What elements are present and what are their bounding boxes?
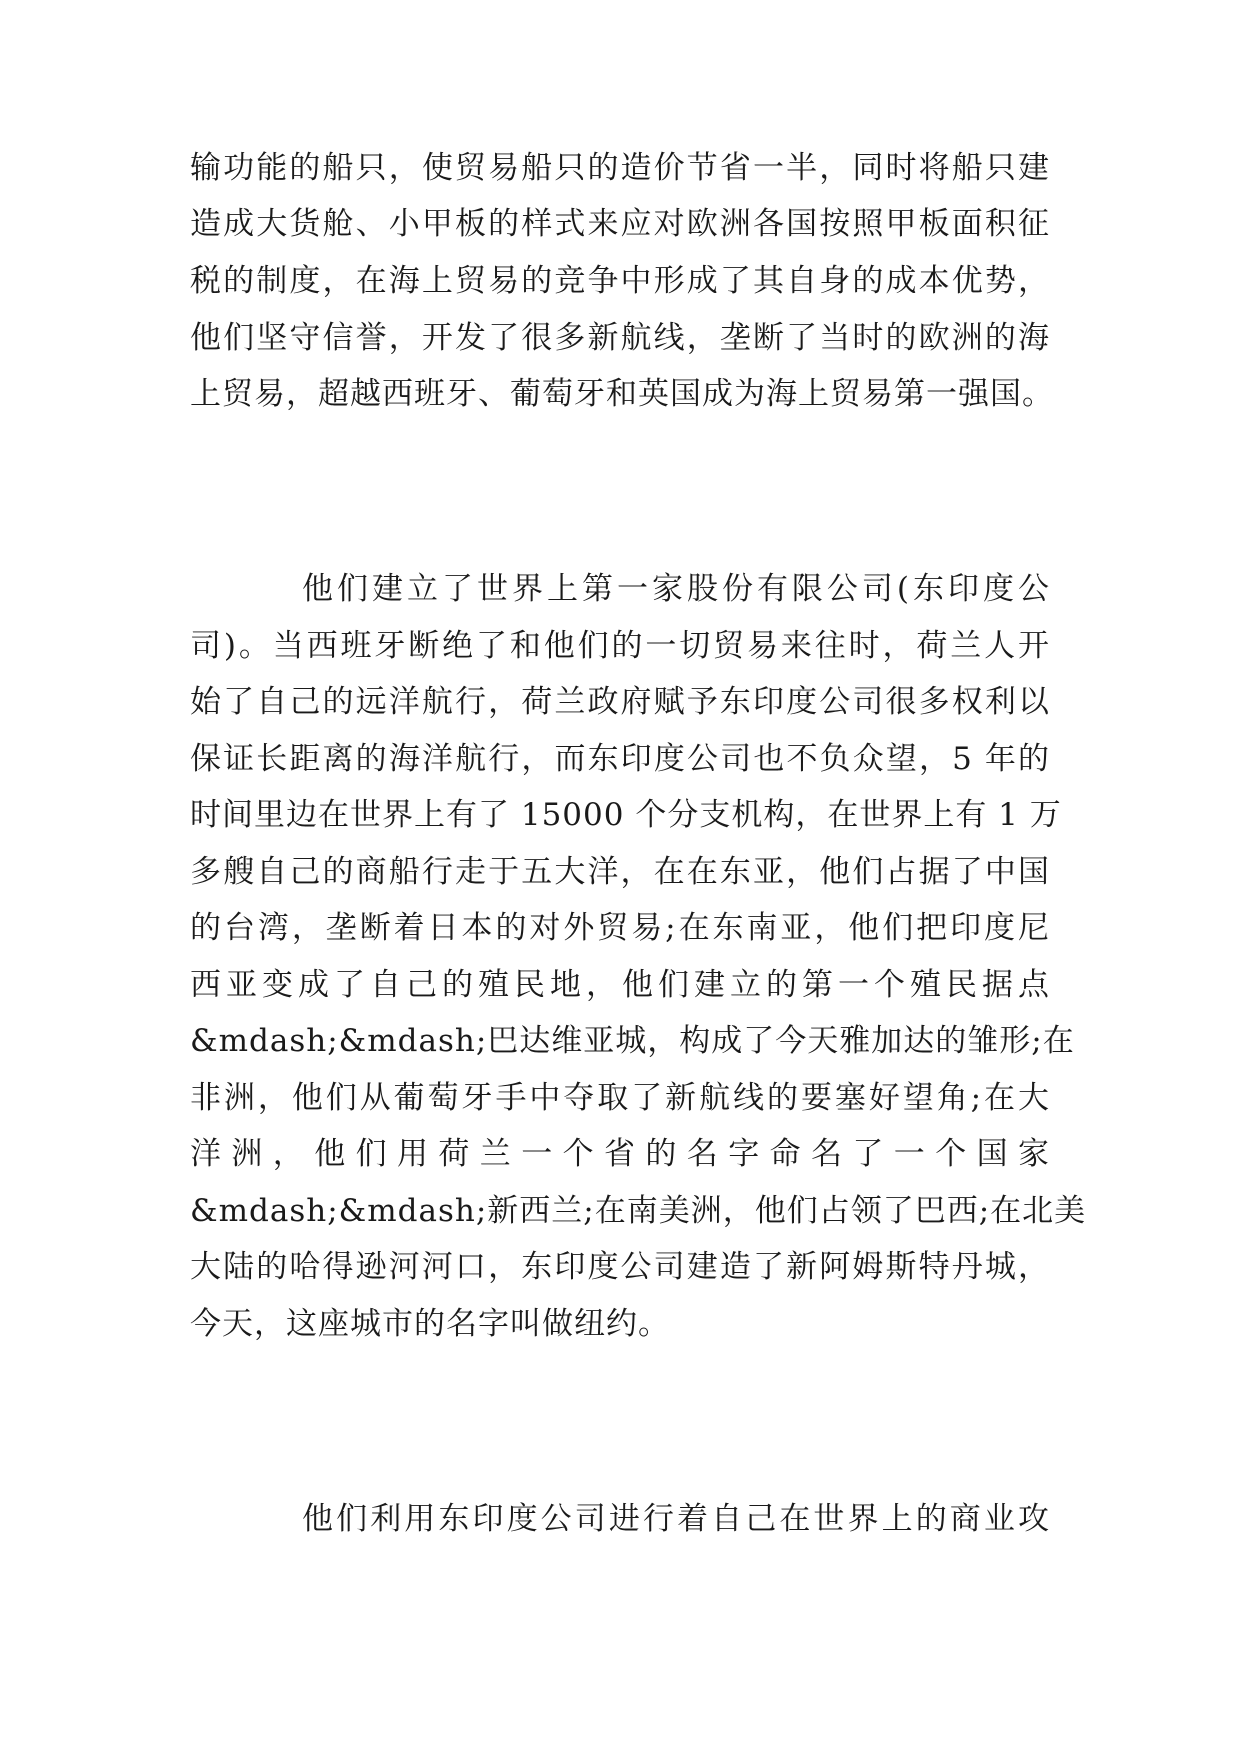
paragraph-2-line-7: 的台湾，垄断着日本的对外贸易;在东南亚，他们把印度尼 (190, 910, 1050, 946)
paragraph-2-line-12: &mdash;&mdash;新西兰;在南美洲，他们占领了巴西;在北美 (190, 1193, 1087, 1229)
paragraph-1-line-3: 税的制度，在海上贸易的竞争中形成了其自身的成本优势， (190, 263, 1050, 299)
paragraph-2-line-4: 保证长距离的海洋航行，而东印度公司也不负众望，5 年的 (190, 741, 1050, 777)
paragraph-2-line-10: 非洲，他们从葡萄牙手中夺取了新航线的要塞好望角;在大 (190, 1080, 1050, 1116)
paragraph-2-line-5: 时间里边在世界上有了 15000 个分支机构，在世界上有 1 万 (190, 797, 1062, 833)
paragraph-2-line-2: 司)。当西班牙断绝了和他们的一切贸易来往时，荷兰人开 (190, 628, 1050, 664)
paragraph-2-line-3: 始了自己的远洋航行，荷兰政府赋予东印度公司很多权利以 (190, 684, 1050, 720)
paragraph-1-line-5: 上贸易，超越西班牙、葡萄牙和英国成为海上贸易第一强国。 (190, 376, 1054, 412)
paragraph-1-line-4: 他们坚守信誉，开发了很多新航线，垄断了当时的欧洲的海 (190, 320, 1050, 356)
paragraph-2-line-11: 洋洲，他们用荷兰一个省的名字命名了一个国家 (190, 1136, 1050, 1172)
paragraph-1-line-1: 输功能的船只，使贸易船只的造价节省一半，同时将船只建 (190, 150, 1050, 186)
paragraph-2-line-1: 他们建立了世界上第一家股份有限公司(东印度公 (302, 571, 1050, 607)
paragraph-2-line-13: 大陆的哈得逊河河口，东印度公司建造了新阿姆斯特丹城， (190, 1249, 1050, 1285)
paragraph-1-line-2: 造成大货舱、小甲板的样式来应对欧洲各国按照甲板面积征 (190, 206, 1050, 242)
paragraph-2-line-9: &mdash;&mdash;巴达维亚城，构成了今天雅加达的雏形;在 (190, 1023, 1075, 1059)
paragraph-2-line-14: 今天，这座城市的名字叫做纽约。 (190, 1306, 670, 1342)
paragraph-3-line-1: 他们利用东印度公司进行着自己在世界上的商业攻 (302, 1501, 1050, 1537)
paragraph-2-line-8: 西亚变成了自己的殖民地，他们建立的第一个殖民据点 (190, 967, 1050, 1003)
paragraph-2-line-6: 多艘自己的商船行走于五大洋，在在东亚，他们占据了中国 (190, 854, 1050, 890)
